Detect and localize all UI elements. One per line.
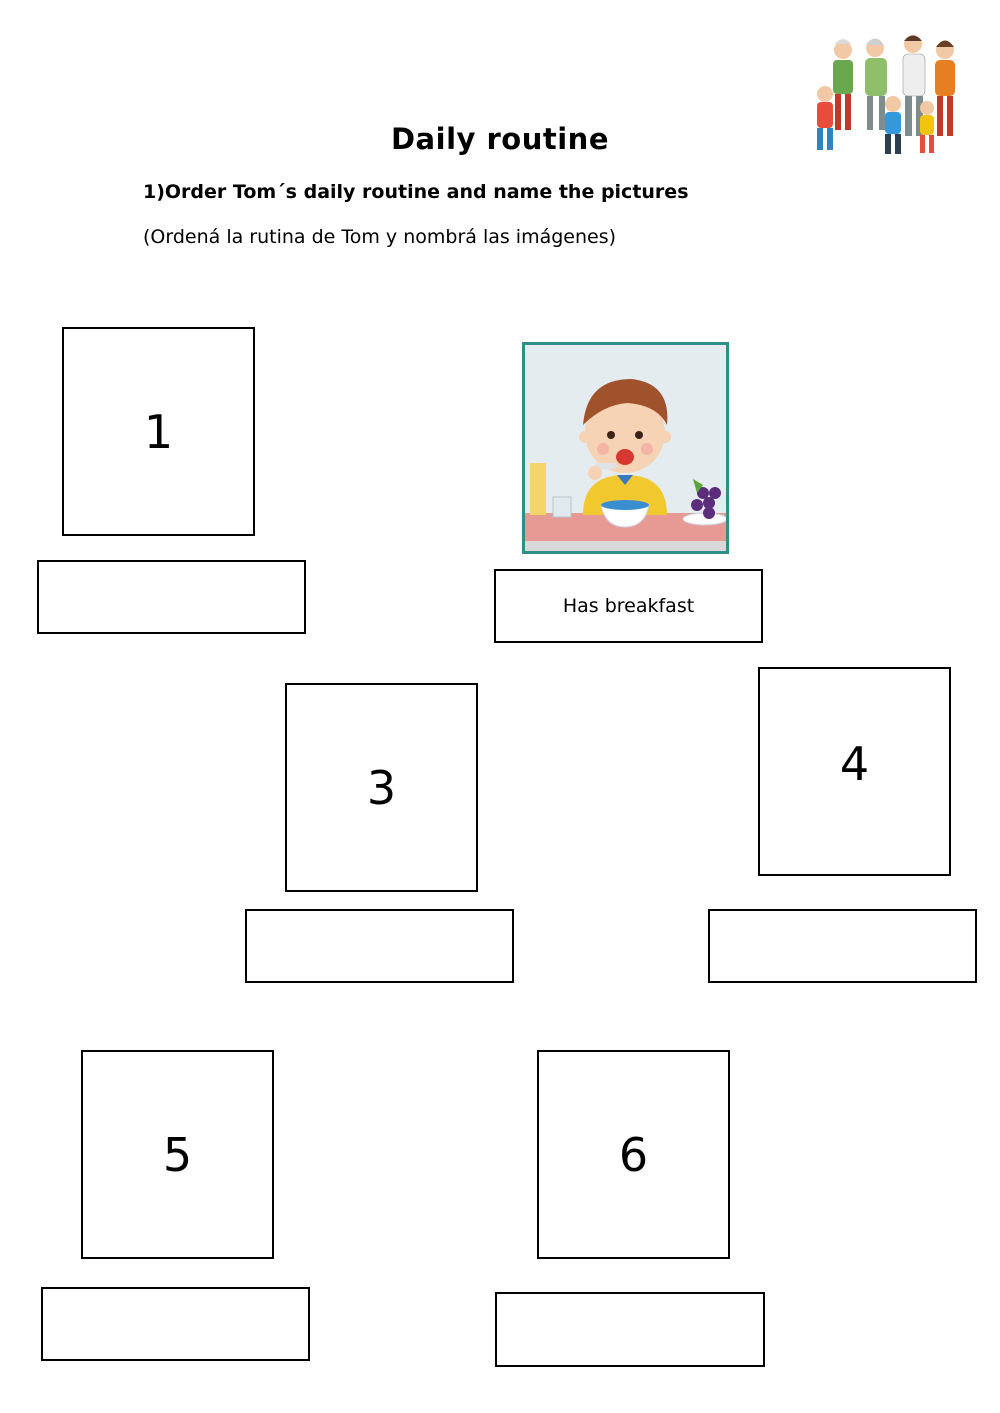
answer-box-4[interactable]	[708, 909, 977, 983]
answer-box-1[interactable]	[37, 560, 306, 634]
picture-card-1[interactable]	[62, 327, 255, 536]
card-number: 6	[618, 1127, 649, 1182]
answer-input[interactable]	[247, 910, 512, 982]
answer-input[interactable]	[39, 561, 304, 633]
page-title: Daily routine	[390, 122, 609, 156]
answer-box-5[interactable]	[41, 1287, 310, 1361]
picture-card-4[interactable]	[758, 667, 951, 876]
picture-card-2	[522, 342, 729, 554]
card-number: 1	[143, 404, 174, 459]
picture-card-5[interactable]	[81, 1050, 274, 1259]
answer-input[interactable]	[497, 1293, 763, 1366]
answer-text: Has breakfast	[562, 595, 695, 617]
card-number: 4	[839, 737, 870, 791]
answer-box-3[interactable]	[245, 909, 514, 983]
answer-input[interactable]	[710, 910, 975, 982]
instruction-text: 1)Order Tom´s daily routine and name the pictures	[143, 181, 689, 203]
picture-card-3[interactable]	[285, 683, 478, 892]
answer-box-2[interactable]	[494, 569, 763, 643]
card-number: 3	[366, 760, 397, 815]
boy-eating-breakfast-picture	[525, 345, 726, 551]
picture-card-6[interactable]	[537, 1050, 730, 1259]
card-number: 5	[162, 1127, 193, 1182]
answer-box-6[interactable]	[495, 1292, 765, 1367]
translation-text: (Ordená la rutina de Tom y nombrá las imágenes)	[143, 226, 617, 248]
answer-input[interactable]	[43, 1288, 308, 1360]
